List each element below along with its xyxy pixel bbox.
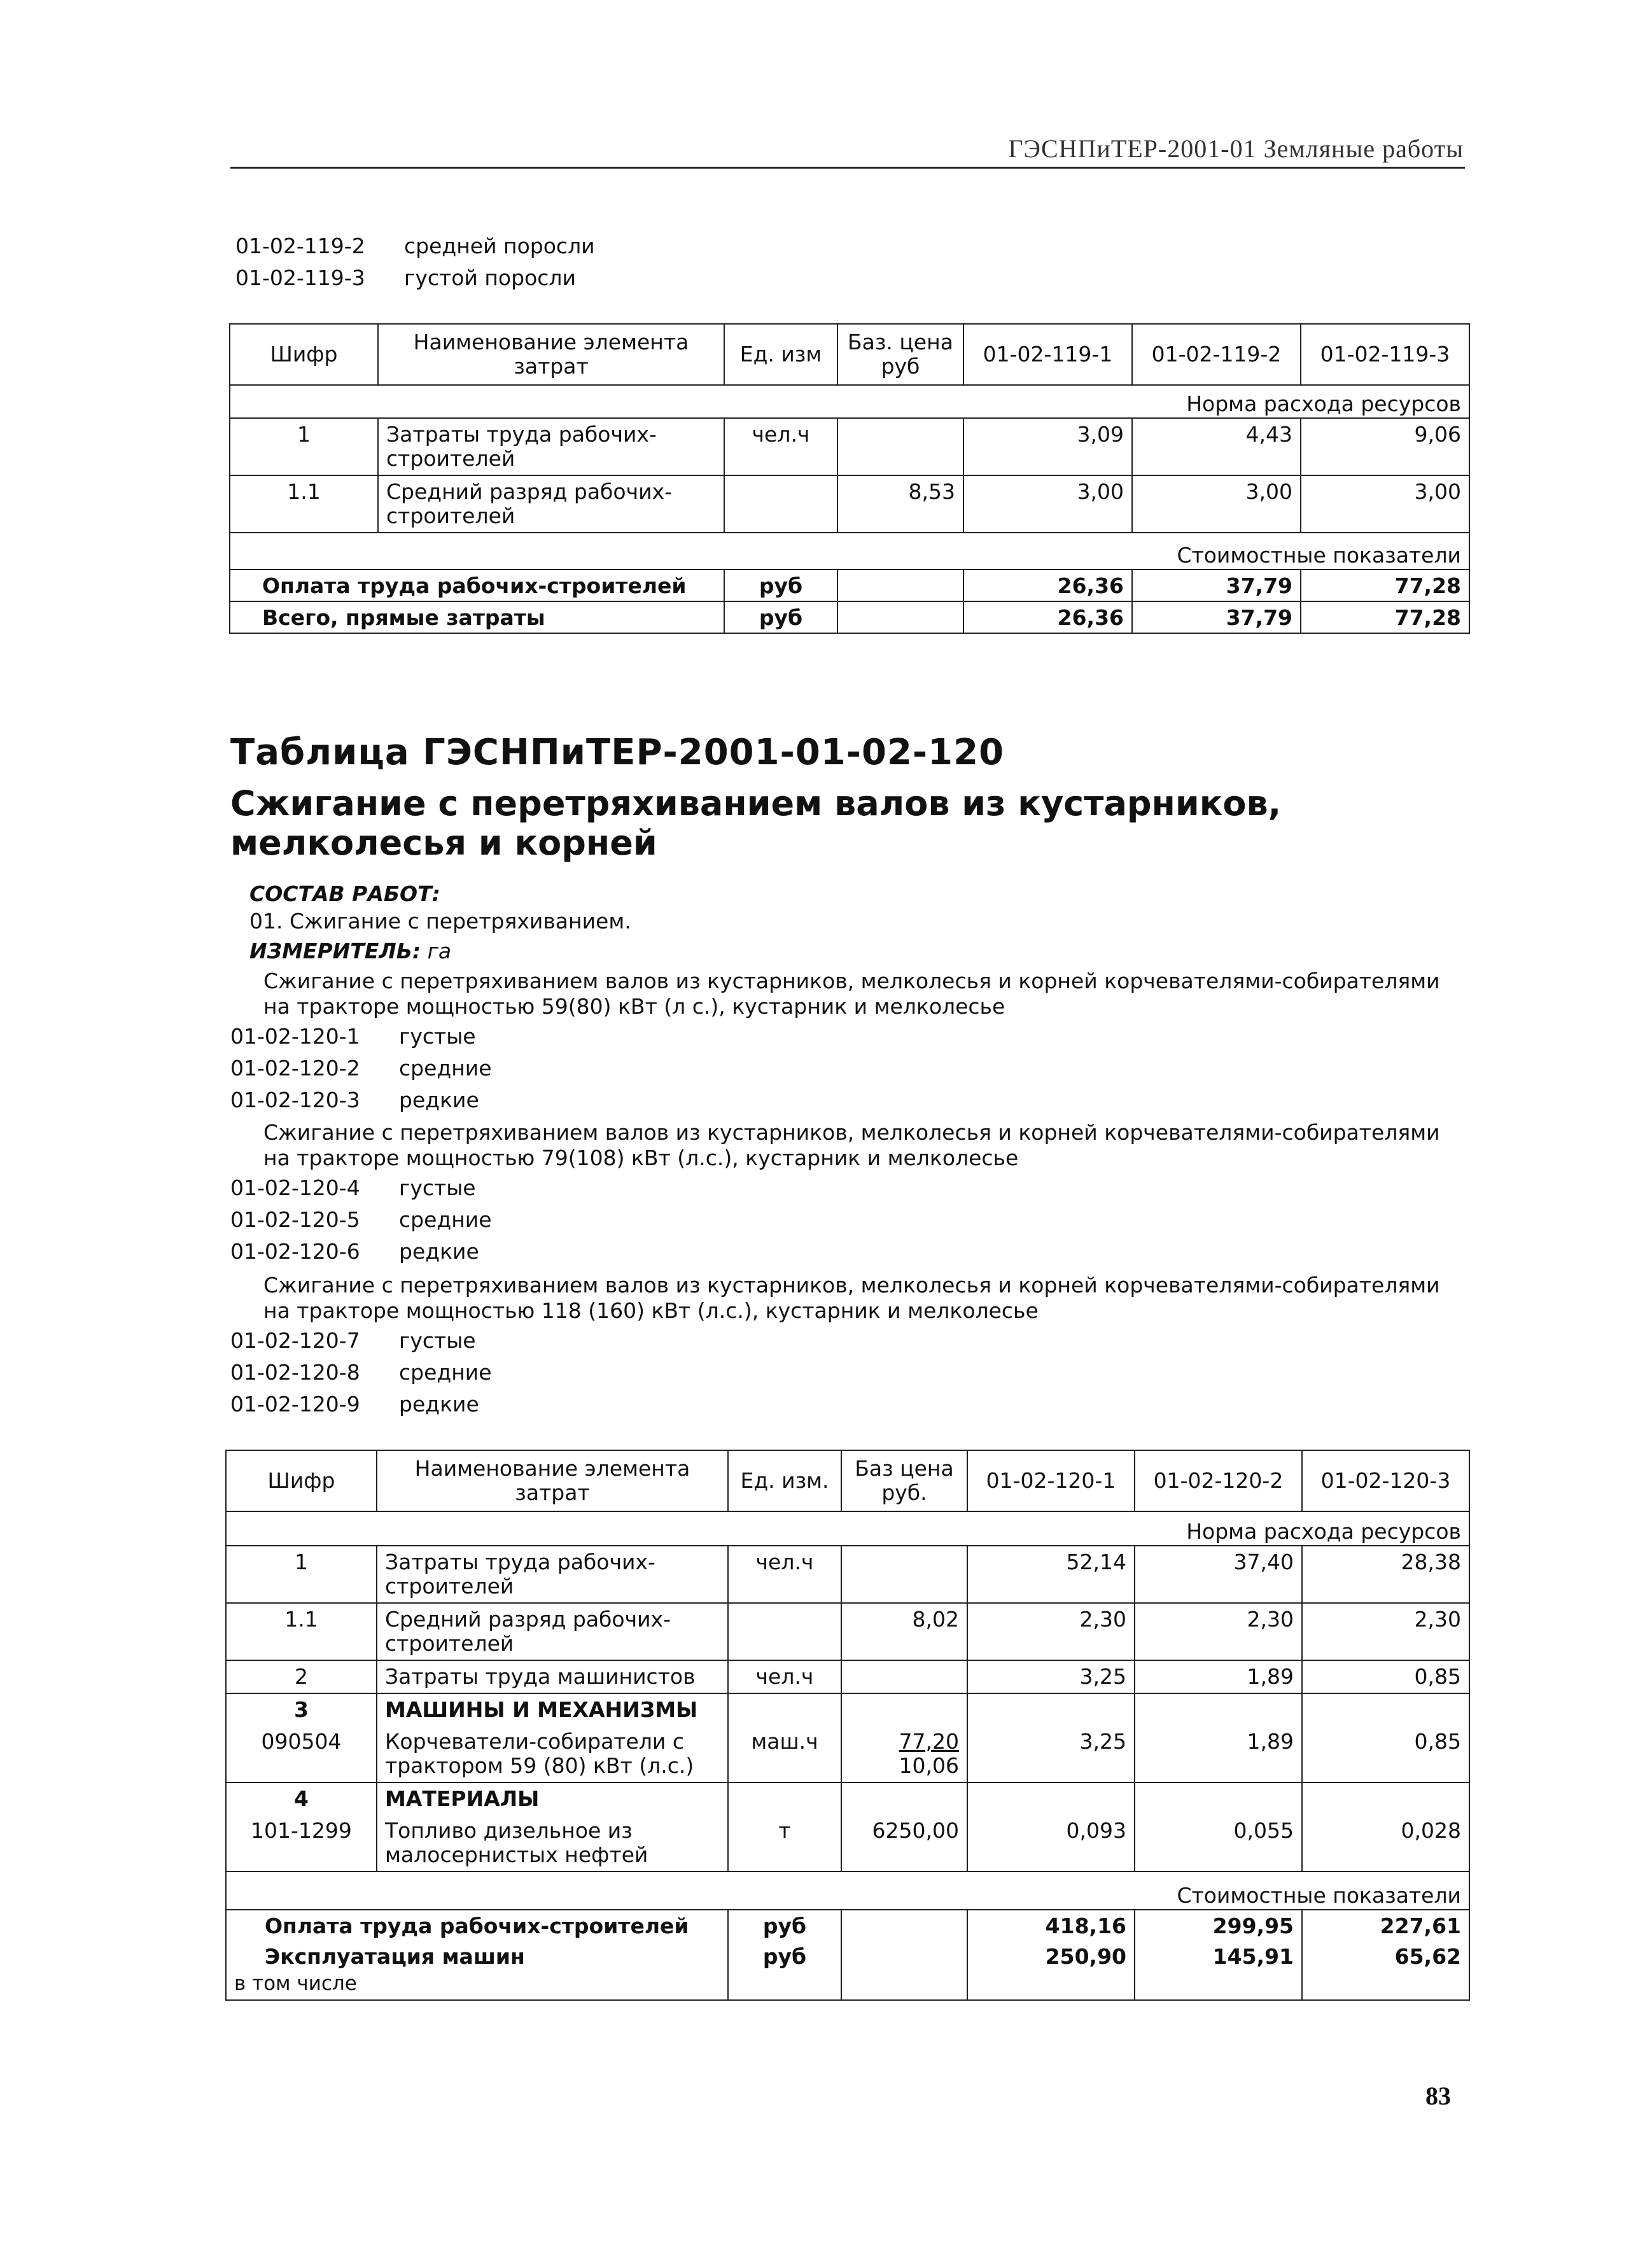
totals-value-2: 145,91	[1135, 1941, 1302, 1971]
header-name: Наименование элемента затрат	[377, 1450, 728, 1511]
row-value-3	[1302, 1693, 1469, 1726]
totals-price	[841, 1941, 967, 1971]
header-col2: 01-02-119-2	[1132, 324, 1301, 385]
code: 01-02-120-1	[230, 1024, 360, 1049]
row-value-1	[967, 1693, 1135, 1726]
work-composition-label: СОСТАВ РАБОТ:	[249, 881, 440, 906]
code: 01-02-120-4	[230, 1175, 360, 1200]
resource-table-120	[225, 1450, 1470, 2001]
table-row	[226, 1815, 1469, 1872]
row-price	[837, 418, 963, 475]
header-col3: 01-02-120-3	[1302, 1450, 1469, 1511]
row-code: 1.1	[230, 475, 378, 533]
item-name: густой поросли	[404, 265, 576, 290]
totals-value-1: 26,36	[963, 601, 1132, 633]
totals-name: Эксплуатация машин	[226, 1941, 728, 1971]
row-value-2: 1,89	[1135, 1726, 1302, 1782]
row-price	[841, 1546, 967, 1603]
table-header-row	[226, 1450, 1469, 1511]
totals-unit: руб	[724, 570, 837, 601]
row-unit	[724, 475, 837, 533]
table-row	[230, 418, 1469, 475]
section-norm-label: Норма расхода ресурсов	[230, 385, 1469, 418]
totals-name: Всего, прямые затраты	[230, 601, 724, 633]
row-unit: чел.ч	[728, 1546, 841, 1603]
table-title: Таблица ГЭСНПиТЕР-2001-01-02-120	[230, 732, 1005, 773]
totals-price	[837, 570, 963, 601]
page-number: 83	[1425, 2082, 1451, 2110]
totals-value-2: 299,95	[1135, 1910, 1302, 1941]
item-name: густые	[399, 1328, 476, 1353]
row-unit	[728, 1782, 841, 1815]
table-row	[230, 475, 1469, 533]
meter-value: га	[427, 939, 452, 963]
row-value-3	[1302, 1782, 1469, 1815]
row-price: 8,02	[841, 1603, 967, 1660]
totals-value-2: 37,79	[1132, 570, 1301, 601]
totals-value-1: 250,90	[967, 1941, 1135, 1971]
row-unit	[728, 1693, 841, 1726]
table-row	[226, 1546, 1469, 1603]
header-col1: 01-02-119-1	[963, 324, 1132, 385]
row-code: 1	[230, 418, 378, 475]
group-code-list	[230, 1325, 492, 1420]
section-row	[226, 1511, 1469, 1546]
header-divider	[230, 167, 1465, 169]
row-name: Корчеватели-собиратели с трактором 59 (80) кВт (л.с.)	[377, 1726, 728, 1782]
row-name: Затраты труда рабочих-строителей	[378, 418, 724, 475]
empty-cell	[728, 1971, 841, 2000]
section-row	[230, 385, 1469, 418]
item-name: редкие	[399, 1088, 479, 1112]
totals-row	[230, 601, 1469, 633]
section-row	[230, 533, 1469, 570]
totals-name: Оплата труда рабочих-строителей	[230, 570, 724, 601]
row-price	[841, 1693, 967, 1726]
list-item	[230, 1357, 492, 1389]
totals-row	[226, 1941, 1469, 1971]
code: 01-02-120-5	[230, 1207, 360, 1232]
code: 01-02-120-7	[230, 1328, 360, 1353]
list-item	[230, 1172, 492, 1204]
row-price	[841, 1726, 967, 1782]
row-value-3: 9,06	[1301, 418, 1469, 475]
totals-value-3: 65,62	[1302, 1941, 1469, 1971]
totals-value-3: 77,28	[1301, 570, 1469, 601]
row-unit: чел.ч	[728, 1660, 841, 1693]
category-row	[226, 1693, 1469, 1726]
item-name: средние	[399, 1207, 492, 1232]
table-row	[226, 1726, 1469, 1782]
row-value-2: 37,40	[1135, 1546, 1302, 1603]
item-name: средние	[399, 1360, 492, 1385]
code: 01-02-120-9	[230, 1392, 360, 1417]
list-item	[235, 262, 595, 294]
note-row	[226, 1971, 1469, 2000]
row-value-2: 3,00	[1132, 475, 1301, 533]
list-item	[230, 1084, 492, 1116]
totals-value-3: 227,61	[1302, 1910, 1469, 1941]
item-name: густые	[399, 1175, 476, 1200]
table-row	[226, 1660, 1469, 1693]
list-item	[230, 1021, 492, 1053]
row-price	[841, 1782, 967, 1815]
item-name: редкие	[399, 1392, 479, 1417]
row-unit: т	[728, 1815, 841, 1872]
row-price-secondary: 10,06	[899, 1753, 959, 1778]
totals-unit: руб	[728, 1910, 841, 1941]
row-value-1: 52,14	[967, 1546, 1135, 1603]
row-value-3: 0,028	[1302, 1815, 1469, 1872]
item-name: средней поросли	[404, 234, 595, 258]
row-name: Затраты труда рабочих-строителей	[377, 1546, 728, 1603]
totals-value-1: 418,16	[967, 1910, 1135, 1941]
row-code: 1	[226, 1546, 377, 1603]
header-col3: 01-02-119-3	[1301, 324, 1469, 385]
row-unit: чел.ч	[724, 418, 837, 475]
header-price: Баз. цена руб	[837, 324, 963, 385]
row-unit: маш.ч	[728, 1726, 841, 1782]
row-value-1: 3,25	[967, 1726, 1135, 1782]
row-value-2: 4,43	[1132, 418, 1301, 475]
meter-label: ИЗМЕРИТЕЛЬ:	[249, 939, 421, 963]
row-value-1: 0,093	[967, 1815, 1135, 1872]
row-value-2	[1135, 1693, 1302, 1726]
row-value-2	[1135, 1782, 1302, 1815]
header-col1: 01-02-120-1	[967, 1450, 1135, 1511]
row-code: 2	[226, 1660, 377, 1693]
row-price-main: 77,20	[899, 1729, 959, 1754]
row-price	[841, 1660, 967, 1693]
totals-unit: руб	[724, 601, 837, 633]
code: 01-02-120-2	[230, 1056, 360, 1081]
section-row	[226, 1872, 1469, 1910]
empty-cell	[1302, 1971, 1469, 2000]
row-value-1	[967, 1782, 1135, 1815]
table-subtitle: Сжигание с перетряхиванием валов из кустарников, мелколесья и корней	[230, 783, 1282, 863]
row-code: 090504	[226, 1726, 377, 1782]
row-value-2: 2,30	[1135, 1603, 1302, 1660]
group-code-list	[230, 1172, 492, 1268]
group-description: Сжигание с перетряхиванием валов из кустарников, мелколесья и корней корчевателями-собирателями на тракторе мощностью 79(108) кВт (л.с.), кустарник и мелколесье	[263, 1120, 1440, 1170]
group-code-list	[230, 1021, 492, 1116]
list-item	[230, 1053, 492, 1084]
row-value-1: 3,00	[963, 475, 1132, 533]
totals-value-2: 37,79	[1132, 601, 1301, 633]
header-name: Наименование элемента затрат	[378, 324, 724, 385]
top-code-list	[235, 230, 595, 294]
section-cost-label: Стоимостные показатели	[226, 1872, 1469, 1910]
totals-row	[230, 570, 1469, 601]
empty-cell	[841, 1971, 967, 2000]
row-name: Топливо дизельное из малосернистых нефтей	[377, 1815, 728, 1872]
list-item	[235, 230, 595, 262]
row-value-3: 0,85	[1302, 1660, 1469, 1693]
code: 01-02-120-3	[230, 1088, 360, 1112]
totals-row	[226, 1910, 1469, 1941]
row-value-3: 28,38	[1302, 1546, 1469, 1603]
section-norm-label: Норма расхода ресурсов	[226, 1511, 1469, 1546]
work-composition-item: 01. Сжигание с перетряхиванием.	[249, 909, 631, 934]
row-value-1: 3,25	[967, 1660, 1135, 1693]
code: 01-02-120-8	[230, 1360, 360, 1385]
header-unit: Ед. изм.	[728, 1450, 841, 1511]
totals-unit: руб	[728, 1941, 841, 1971]
item-name: густые	[399, 1024, 476, 1049]
row-price: 6250,00	[841, 1815, 967, 1872]
empty-cell	[1135, 1971, 1302, 2000]
row-code: 3	[226, 1693, 377, 1726]
note-text: в том числе	[226, 1971, 728, 2000]
meter	[249, 939, 451, 963]
row-value-3: 2,30	[1302, 1603, 1469, 1660]
row-name: МАШИНЫ И МЕХАНИЗМЫ	[377, 1693, 728, 1726]
row-value-1: 2,30	[967, 1603, 1135, 1660]
group-description: Сжигание с перетряхиванием валов из кустарников, мелколесья и корней корчевателями-собирателями на тракторе мощностью 118 (160) кВт (л.с.), кустарник и мелколесье	[263, 1273, 1440, 1323]
row-unit	[728, 1603, 841, 1660]
table-header-row	[230, 324, 1469, 385]
totals-price	[837, 601, 963, 633]
header-col2: 01-02-120-2	[1135, 1450, 1302, 1511]
table-row	[226, 1603, 1469, 1660]
row-code: 4	[226, 1782, 377, 1815]
totals-value-3: 77,28	[1301, 601, 1469, 633]
row-code: 101-1299	[226, 1815, 377, 1872]
list-item	[230, 1389, 492, 1420]
header-price: Баз цена руб.	[841, 1450, 967, 1511]
group-description: Сжигание с перетряхиванием валов из кустарников, мелколесья и корней корчевателями-собирателями на тракторе мощностью 59(80) кВт (л с.), кустарник и мелколесье	[263, 969, 1440, 1019]
row-code: 1.1	[226, 1603, 377, 1660]
item-name: редкие	[399, 1239, 479, 1264]
category-row	[226, 1782, 1469, 1815]
header-unit: Ед. изм	[724, 324, 837, 385]
running-header: ГЭСНПиТЕР-2001-01 Земляные работы	[1008, 134, 1464, 163]
list-item	[230, 1204, 492, 1236]
row-value-2: 1,89	[1135, 1660, 1302, 1693]
row-name: Средний разряд рабочих-строителей	[377, 1603, 728, 1660]
header-code: Шифр	[226, 1450, 377, 1511]
code: 01-02-119-3	[235, 265, 365, 290]
row-name: МАТЕРИАЛЫ	[377, 1782, 728, 1815]
code: 01-02-120-6	[230, 1239, 360, 1264]
item-name: средние	[399, 1056, 492, 1081]
row-value-1: 3,09	[963, 418, 1132, 475]
row-value-2: 0,055	[1135, 1815, 1302, 1872]
resource-table-119	[229, 323, 1470, 634]
row-value-3: 3,00	[1301, 475, 1469, 533]
row-value-3: 0,85	[1302, 1726, 1469, 1782]
code: 01-02-119-2	[235, 234, 365, 258]
totals-value-1: 26,36	[963, 570, 1132, 601]
section-cost-label: Стоимостные показатели	[230, 533, 1469, 570]
header-code: Шифр	[230, 324, 378, 385]
row-name: Затраты труда машинистов	[377, 1660, 728, 1693]
row-price: 8,53	[837, 475, 963, 533]
totals-price	[841, 1910, 967, 1941]
totals-name: Оплата труда рабочих-строителей	[226, 1910, 728, 1941]
list-item	[230, 1325, 492, 1357]
empty-cell	[967, 1971, 1135, 2000]
row-name: Средний разряд рабочих-строителей	[378, 475, 724, 533]
list-item	[230, 1236, 492, 1268]
